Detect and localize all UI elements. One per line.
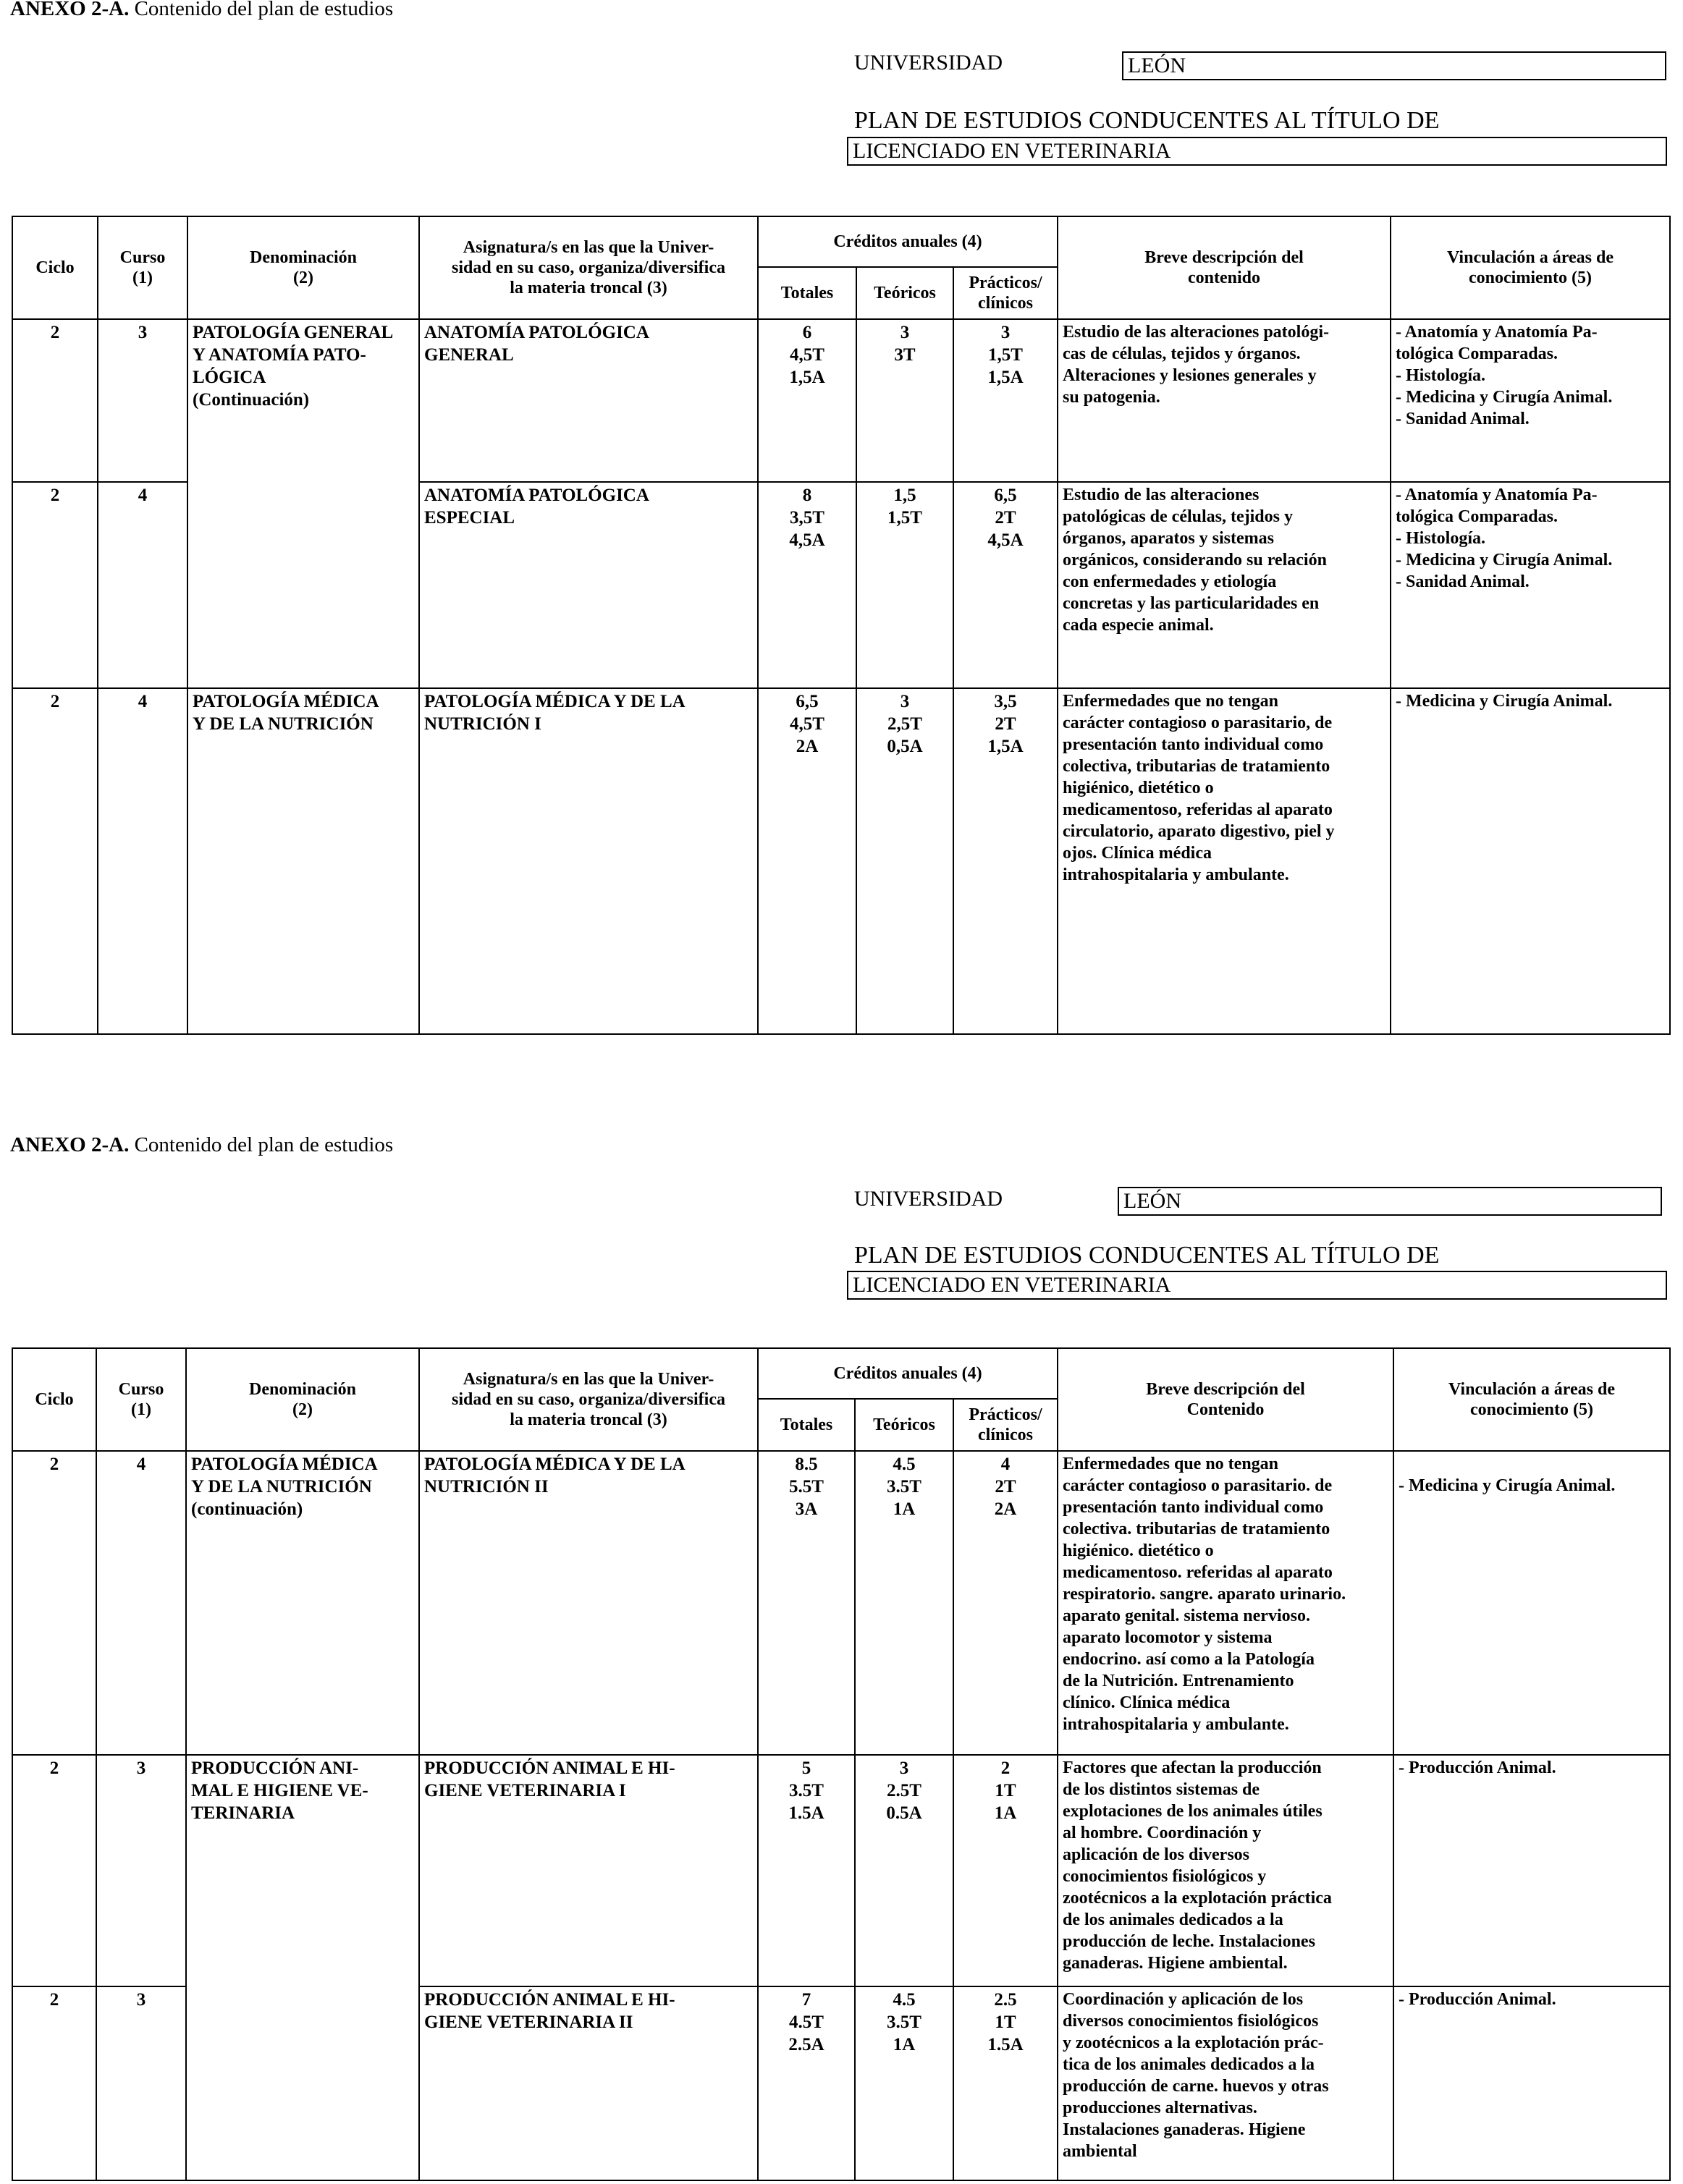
cell-practicos: 2 1T 1A [953,1755,1058,1986]
header-curso: Curso (1) [96,1348,186,1451]
header-vinculacion: Vinculación a áreas de conocimiento (5) [1393,1348,1670,1451]
cell-totales: 8.5 5.5T 3A [758,1451,855,1755]
header-teoricos: Teóricos [856,267,953,319]
plan-value: LICENCIADO EN VETERINARIA [847,1271,1667,1300]
table-row [12,688,1670,1034]
cell-descripcion: Enfermedades que no tengan carácter contagioso o parasitario. de presentación tanto individual como colectiva. tributarias de tratamiento higiénico. dietético o medicamentoso. referidas al aparato respiratorio. sangre. aparato urinario. aparato genital. sistema nervioso. aparato locomotor y sistema endocrino. así como a la Patología de la Nutrición. Entrenamiento clínico. Clínica médica intrahospitalaria y ambulante. [1058,1451,1393,1755]
cell-asignatura: PATOLOGÍA MÉDICA Y DE LA NUTRICIÓN II [419,1451,758,1755]
cell-vinculacion: - Producción Animal. [1393,1755,1670,1986]
cell-practicos: 2.5 1T 1.5A [953,1986,1058,2180]
cell-descripcion: Estudio de las alteraciones patológi- cas de células, tejidos y órganos. Alteraciones y lesiones generales y su patogenia. [1058,319,1391,482]
cell-curso: 4 [98,688,187,1034]
cell-totales: 7 4.5T 2.5A [758,1986,855,2180]
cell-curso: 3 [98,319,187,482]
cell-practicos: 4 2T 2A [953,1451,1058,1755]
cell-asignatura: ANATOMÍA PATOLÓGICA GENERAL [419,319,758,482]
plan-label: PLAN DE ESTUDIOS CONDUCENTES AL TÍTULO DE [854,107,1440,134]
cell-teoricos: 3 2.5T 0.5A [855,1755,953,1986]
header-teoricos: Teóricos [855,1399,953,1451]
header-practicos: Prácticos/ clínicos [953,1399,1058,1451]
cell-curso: 4 [98,482,187,688]
cell-ciclo: 2 [12,319,98,482]
cell-denominacion: PATOLOGÍA GENERAL Y ANATOMÍA PATO- LÓGICA (Continuación) [187,319,419,688]
cell-ciclo: 2 [12,482,98,688]
cell-asignatura: PATOLOGÍA MÉDICA Y DE LA NUTRICIÓN I [419,688,758,1034]
cell-descripcion: Enfermedades que no tengan carácter contagioso o parasitario, de presentación tanto individual como colectiva, tributarias de tratamiento higiénico, dietético o medicamentoso, referidas al aparato circulatorio, aparato digestivo, piel y ojos. Clínica médica intrahospitalaria y ambulante. [1058,688,1391,1034]
cell-totales: 6,5 4,5T 2A [758,688,856,1034]
cell-teoricos: 1,5 1,5T [856,482,953,688]
header-practicos: Prácticos/ clínicos [953,267,1058,319]
cell-ciclo: 2 [12,688,98,1034]
cell-totales: 5 3.5T 1.5A [758,1755,855,1986]
table-row [12,1755,1670,1986]
cell-practicos: 3,5 2T 1,5A [953,688,1058,1034]
universidad-label: UNIVERSIDAD [854,51,1003,75]
page-2 [0,1129,1683,2184]
cell-curso: 3 [96,1755,186,1986]
header-creditos: Créditos anuales (4) [758,1348,1058,1399]
cell-asignatura: PRODUCCIÓN ANIMAL E HI- GIENE VETERINARIA I [419,1755,758,1986]
cell-teoricos: 4.5 3.5T 1A [855,1451,953,1755]
cell-curso: 3 [96,1986,186,2180]
cell-ciclo: 2 [12,1986,96,2180]
cell-practicos: 3 1,5T 1,5A [953,319,1058,482]
cell-denominacion: PATOLOGÍA MÉDICA Y DE LA NUTRICIÓN (continuación) [186,1451,419,1755]
header-ciclo: Ciclo [12,1348,96,1451]
page-1 [0,0,1683,1057]
cell-totales: 8 3,5T 4,5A [758,482,856,688]
universidad-value: LEÓN [1118,1187,1662,1216]
cell-teoricos: 3 3T [856,319,953,482]
cell-descripcion: Coordinación y aplicación de los diversos conocimientos fisiológicos y zootécnicos a la explotación prác- tica de los animales dedicados a la producción de carne. huevos y otras producciones alternativas. Instalaciones ganaderas. Higiene ambiental [1058,1986,1393,2180]
cell-vinculacion: - Medicina y Cirugía Animal. [1391,688,1670,1034]
cell-ciclo: 2 [12,1451,96,1755]
header-asignatura: Asignatura/s en las que la Univer- sidad en su caso, organiza/diversifica la materia troncal (3) [419,216,758,319]
universidad-label: UNIVERSIDAD [854,1187,1003,1211]
cell-vinculacion: - Anatomía y Anatomía Pa- tológica Comparadas. - Histología. - Medicina y Cirugía Animal. - Sanidad Animal. [1391,482,1670,688]
header-denominacion: Denominación (2) [187,216,419,319]
header-ciclo: Ciclo [12,216,98,319]
header-denominacion: Denominación (2) [186,1348,419,1451]
cell-vinculacion: - Producción Animal. [1393,1986,1670,2180]
cell-denominacion: PATOLOGÍA MÉDICA Y DE LA NUTRICIÓN [187,688,419,1034]
cell-vinculacion: - Anatomía y Anatomía Pa- tológica Comparadas. - Histología. - Medicina y Cirugía Animal. - Sanidad Animal. [1391,319,1670,482]
cell-teoricos: 4.5 3.5T 1A [855,1986,953,2180]
cell-curso: 4 [96,1451,186,1755]
header-totales: Totales [758,267,856,319]
cell-vinculacion: - Medicina y Cirugía Animal. [1393,1451,1670,1755]
header-descripcion: Breve descripción del Contenido [1058,1348,1393,1451]
anexo-title: ANEXO 2-A. Contenido del plan de estudios [10,0,394,20]
plan-value: LICENCIADO EN VETERINARIA [847,137,1667,166]
plan-label: PLAN DE ESTUDIOS CONDUCENTES AL TÍTULO DE [854,1242,1440,1269]
header-creditos: Créditos anuales (4) [758,216,1058,267]
cell-asignatura: ANATOMÍA PATOLÓGICA ESPECIAL [419,482,758,688]
cell-denominacion: PRODUCCIÓN ANI- MAL E HIGIENE VE- TERINARIA [186,1755,419,2180]
table-row [12,1451,1670,1755]
plan-table [12,216,1671,1035]
plan-table [12,1347,1671,2181]
header-asignatura: Asignatura/s en las que la Univer- sidad en su caso, organiza/diversifica la materia troncal (3) [419,1348,758,1451]
header-totales: Totales [758,1399,855,1451]
table-row [12,319,1670,482]
cell-descripcion: Factores que afectan la producción de los distintos sistemas de explotaciones de los animales útiles al hombre. Coordinación y aplicación de los diversos conocimientos fisiológicos y zootécnicos a la explotación práctica de los animales dedicados a la producción de leche. Instalaciones ganaderas. Higiene ambiental. [1058,1755,1393,1986]
cell-descripcion: Estudio de las alteraciones patológicas de células, tejidos y órganos, aparatos y sistemas orgánicos, considerando su relación con enfermedades y etiología concretas y las particularidades en cada especie animal. [1058,482,1391,688]
cell-totales: 6 4,5T 1,5A [758,319,856,482]
cell-ciclo: 2 [12,1755,96,1986]
header-descripcion: Breve descripción del contenido [1058,216,1391,319]
header-vinculacion: Vinculación a áreas de conocimiento (5) [1391,216,1670,319]
universidad-value: LEÓN [1122,51,1666,80]
cell-asignatura: PRODUCCIÓN ANIMAL E HI- GIENE VETERINARIA II [419,1986,758,2180]
anexo-title: ANEXO 2-A. Contenido del plan de estudios [10,1133,394,1156]
header-curso: Curso (1) [98,216,187,319]
cell-practicos: 6,5 2T 4,5A [953,482,1058,688]
cell-teoricos: 3 2,5T 0,5A [856,688,953,1034]
